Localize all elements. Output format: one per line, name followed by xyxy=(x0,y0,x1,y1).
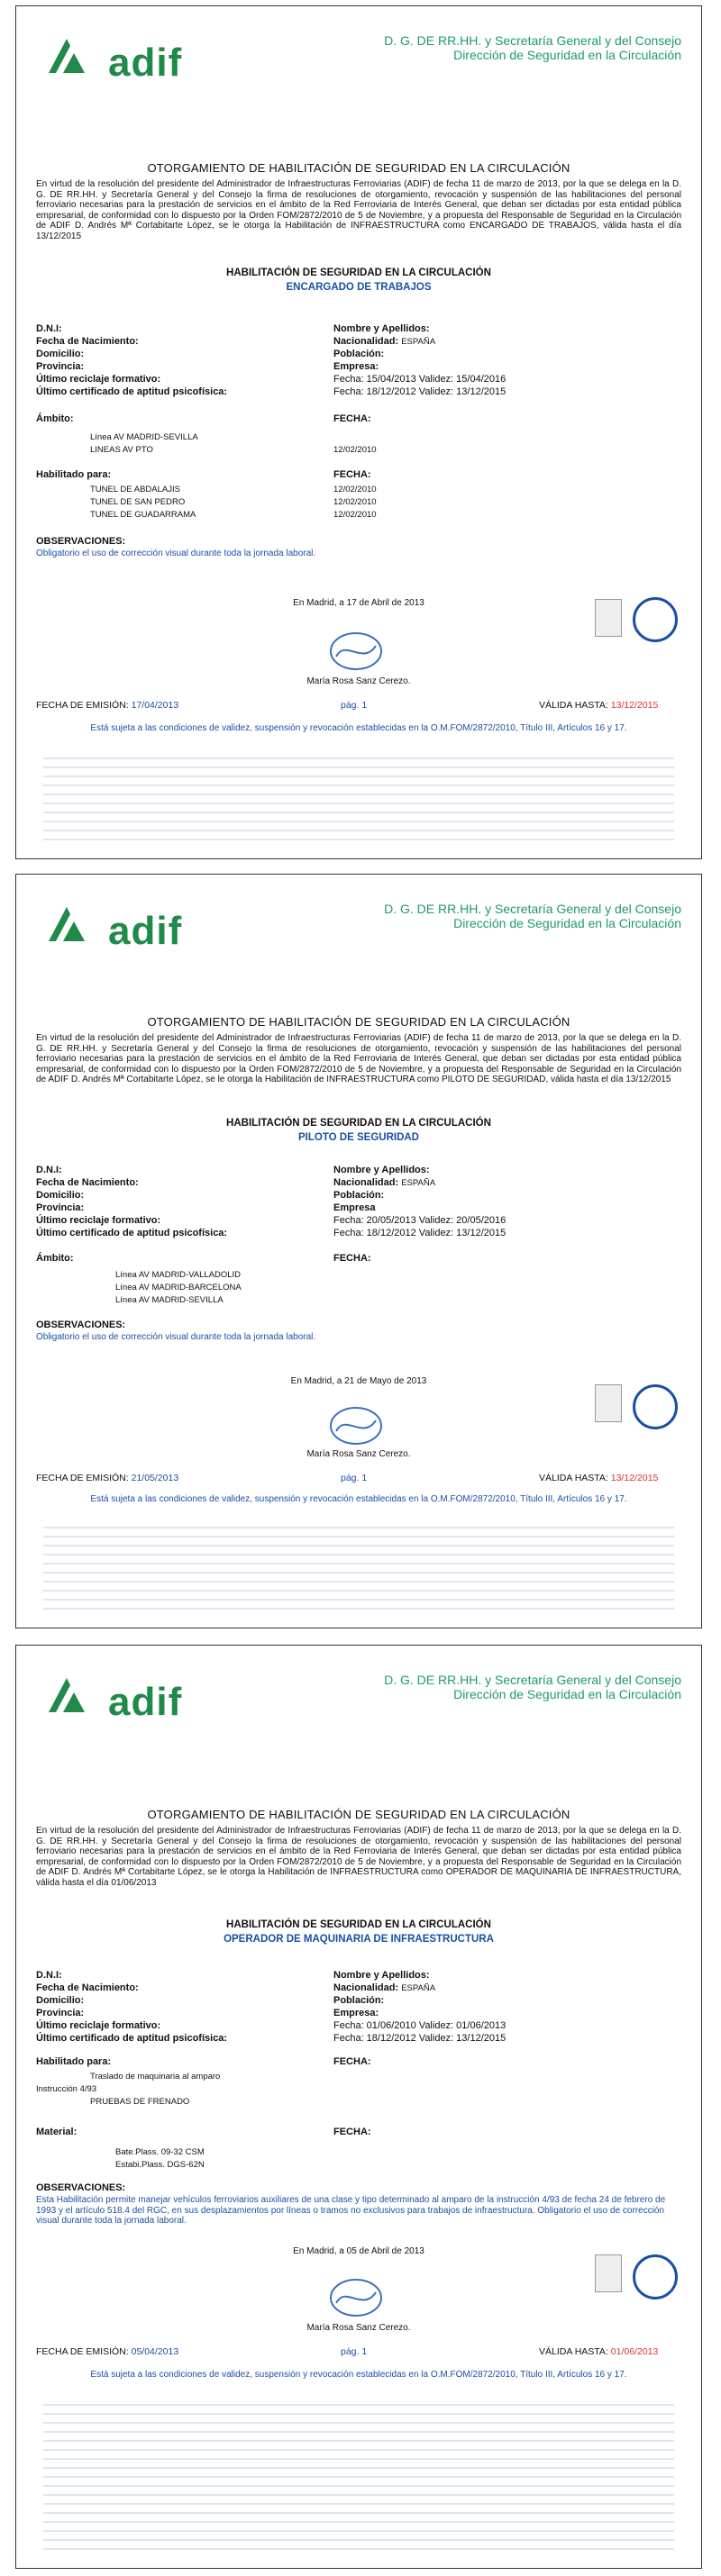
city-label: Población: xyxy=(333,1995,385,2006)
page-number: pág. 1 xyxy=(341,2346,368,2357)
enabled-for-label: Habilitado para: xyxy=(36,2056,112,2067)
habilitation-title: HABILITACIÓN DE SEGURIDAD EN LA CIRCULACIÓN xyxy=(226,268,491,278)
enabled-item: TUNEL DE GUADARRAMA xyxy=(90,510,196,520)
adif-logo-text: adif xyxy=(108,1680,183,1724)
resolution-paragraph: En virtud de la resolución del presidente del Administrador de Infraestructuras Ferroviarias (ADIF) de fecha 11 de marzo de 2013, por la que se delega en la D. G. DE RR.HH. y Secretaría General y del Consejo la firma de resoluciones de otorgamiento, revocación y suspensión de las habilitaciones del personal ferroviario necesarias para la prestación de servicios en el ámbito de la Red Ferroviaria de Interés General, que deban ser dictadas por esta entidad pública empresarial, de conformidad con lo dispuesto por la Orden FOM/2872/2010 de 5 de Noviembre, y a propuesta del Responsable de Seguridad en la Circulación de ADIF D. Andrés Mª Cortabitarte López, se le otorga la Habilitación de INFRAESTRUCTURA como PILOTO DE SEGURIDAD, válida hasta el día 13/12/2015 xyxy=(36,1033,681,1084)
observations-text: Obligatorio el uso de corrección visual durante toda la jornada laboral. xyxy=(36,1332,316,1342)
department-header xyxy=(384,33,681,62)
scope-date: 12/02/2010 xyxy=(333,445,377,455)
department-header xyxy=(384,1673,681,1701)
valid-until-value: 01/06/2013 xyxy=(610,2346,659,2357)
city-label: Población: xyxy=(333,1190,385,1201)
place-date: En Madrid, a 21 de Mayo de 2013 xyxy=(290,1376,427,1386)
valid-until-value: 13/12/2015 xyxy=(610,1473,659,1483)
dg-line-2: Dirección de Seguridad en la Circulación xyxy=(453,1687,681,1701)
training-label: Último reciclaje formativo: xyxy=(36,374,161,385)
issue-date-label: FECHA DE EMISIÓN: xyxy=(36,700,129,711)
enabled-item: PRUEBAS DE FRENADO xyxy=(90,2097,190,2107)
dg-line-2: Dirección de Seguridad en la Circulación xyxy=(453,48,681,62)
name-label: Nombre y Apellidos: xyxy=(333,323,430,334)
nationality-value: ESPAÑA xyxy=(401,337,436,347)
material-label: Material: xyxy=(36,2127,78,2137)
address-label: Domicilio: xyxy=(36,1190,85,1201)
training-value: Fecha: 01/06/2010 Validez: 01/06/2013 xyxy=(333,2020,507,2031)
seal-icon xyxy=(327,2276,385,2319)
training-label: Último reciclaje formativo: xyxy=(36,1215,161,1226)
adif-logo xyxy=(43,1673,224,1727)
validity-note: Está sujeta a las condiciones de validez, suspensión y revocación establecidas en la O.M.FOM/2872/2010, Título III, Artículos 16 y 17. xyxy=(90,723,627,733)
certificate-value: Fecha: 18/12/2012 Validez: 13/12/2015 xyxy=(333,386,507,397)
birth-date-label: Fecha de Nacimiento: xyxy=(36,1177,139,1188)
nationality-row xyxy=(333,1177,435,1189)
certificate-card-2 xyxy=(15,874,702,1628)
valid-until-label: VÁLIDA HASTA: xyxy=(539,1473,608,1483)
company-label: Empresa: xyxy=(333,361,379,372)
nationality-label: Nacionalidad: xyxy=(333,1982,399,1993)
certification-er-icon xyxy=(595,599,622,637)
seal-icon xyxy=(327,630,385,673)
scope-item: Línea AV MADRID-SEVILLA xyxy=(115,1295,224,1305)
address-label: Domicilio: xyxy=(36,349,85,359)
page-number: pág. 1 xyxy=(341,700,368,711)
certificate-value: Fecha: 18/12/2012 Validez: 13/12/2015 xyxy=(333,1228,507,1238)
company-label: Empresa xyxy=(333,1202,376,1213)
adif-logo-icon xyxy=(43,33,90,80)
valid-until-label: VÁLIDA HASTA: xyxy=(539,700,608,711)
issue-date-value: 17/04/2013 xyxy=(131,700,179,711)
valid-until-row xyxy=(539,1473,658,1484)
signatory-name: María Rosa Sanz Cerezo. xyxy=(306,1449,411,1459)
resolution-paragraph: En virtud de la resolución del presidente del Administrador de Infraestructuras Ferroviarias (ADIF) de fecha 11 de marzo de 2013, por la que se delega en la D. G. DE RR.HH. y Secretaría General y del Consejo la firma de resoluciones de otorgamiento, revocación y suspensión de las habilitaciones del personal ferroviario necesarias para la prestación de servicios en el ámbito de la Red Ferroviaria de Interés General, que deban ser dictadas por esta entidad pública empresarial, de conformidad con lo dispuesto por la Orden FOM/2872/2010 de 5 de Noviembre, y a propuesta del Responsable de Seguridad en la Circulación de ADIF D. Andrés Mª Cortabitarte López, se le otorga la Habilitación de INFRAESTRUCTURA como ENCARGADO DE TRABAJOS, válida hasta el día 13/12/2015 xyxy=(36,179,681,241)
certificate-card-1 xyxy=(15,5,702,859)
nationality-row xyxy=(333,336,435,348)
adif-logo-text: adif xyxy=(108,41,183,85)
name-label: Nombre y Apellidos: xyxy=(333,1165,430,1175)
training-value: Fecha: 15/04/2013 Validez: 15/04/2016 xyxy=(333,374,507,385)
dni-label: D.N.I: xyxy=(36,1165,62,1175)
dg-line-1: D. G. DE RR.HH. y Secretaría General y del Consejo xyxy=(384,1673,681,1687)
page-title: OTORGAMIENTO DE HABILITACIÓN DE SEGURIDAD EN LA CIRCULACIÓN xyxy=(147,1808,570,1821)
certification-er-icon xyxy=(595,1384,622,1422)
faded-legal-text xyxy=(43,2397,674,2550)
valid-until-value: 13/12/2015 xyxy=(610,700,659,711)
issue-date-label: FECHA DE EMISIÓN: xyxy=(36,1473,129,1483)
seal-icon xyxy=(327,1404,385,1447)
dg-line-1: D. G. DE RR.HH. y Secretaría General y del Consejo xyxy=(384,33,681,48)
issue-date-label: FECHA DE EMISIÓN: xyxy=(36,2346,129,2357)
adif-logo-icon xyxy=(43,1673,90,1719)
certification-er-icon xyxy=(595,2254,622,2292)
place-date: En Madrid, a 17 de Abril de 2013 xyxy=(293,598,424,608)
scope-item: LINEAS AV PTO xyxy=(90,445,153,455)
dni-label: D.N.I: xyxy=(36,323,62,334)
signatory-name: María Rosa Sanz Cerezo. xyxy=(306,2323,411,2333)
dni-label: D.N.I: xyxy=(36,1970,62,1981)
certificate-label: Último certificado de aptitud psicofísica: xyxy=(36,1228,228,1238)
training-label: Último reciclaje formativo: xyxy=(36,2020,161,2031)
observations-text: Esta Habilitación permite manejar vehículos ferroviarios auxiliares de una clase y tipo determinado al amparo de la instrucción 4/93 de fecha 24 de febrero de 1993 y el artículo 518.4 del RGC, en sus desplazamientos por líneas o tramos no exclusivos para trabajos de infraestructura. Obligatorio el uso de corrección visual durante toda la jornada laboral. xyxy=(36,2195,666,2226)
scope-date-label: FECHA: xyxy=(333,413,371,424)
nationality-label: Nacionalidad: xyxy=(333,1177,399,1188)
adif-logo-text: adif xyxy=(108,909,183,953)
issue-date-row xyxy=(36,2346,178,2358)
department-header xyxy=(384,902,681,930)
enabled-date: 12/02/2010 xyxy=(333,497,377,507)
scope-item: Línea AV MADRID-BARCELONA xyxy=(115,1283,242,1293)
page-title: OTORGAMIENTO DE HABILITACIÓN DE SEGURIDAD EN LA CIRCULACIÓN xyxy=(147,161,570,175)
adif-logo-icon xyxy=(43,902,90,948)
certificate-card-3 xyxy=(15,1645,702,2569)
resolution-paragraph: En virtud de la resolución del presidente del Administrador de Infraestructuras Ferroviarias (ADIF) de fecha 11 de marzo de 2013, por la que se delega en la D. G. DE RR.HH. y Secretaría General y del Consejo la firma de resoluciones de otorgamiento, revocación y suspensión de las habilitaciones del personal ferroviario necesarias para la prestación de servicios en el ámbito de la Red Ferroviaria de Interés General, que deban ser dictadas por esta entidad pública empresarial, de conformidad con lo dispuesto por la Orden FOM/2872/2010 de 5 de Noviembre, y a propuesta del Responsable de Seguridad en la Circulación de ADIF D. Andrés Mª Cortabitarte López, se le otorga la Habilitación de INFRAESTRUCTURA como OPERADOR DE MAQUINARIA DE INFRAESTRUCTURA, válida hasta el día 01/06/2013 xyxy=(36,1826,681,1888)
issue-date-value: 21/05/2013 xyxy=(131,1473,179,1483)
nationality-value: ESPAÑA xyxy=(401,1178,436,1188)
province-label: Provincia: xyxy=(36,361,85,372)
scope-label: Ámbito: xyxy=(36,413,74,424)
valid-until-row xyxy=(539,2346,658,2358)
observations-text: Obligatorio el uso de corrección visual durante toda la jornada laboral. xyxy=(36,549,316,558)
nationality-value: ESPAÑA xyxy=(401,1983,436,1993)
place-date: En Madrid, a 05 de Abril de 2013 xyxy=(293,2246,424,2256)
observations-label: OBSERVACIONES: xyxy=(36,1320,126,1330)
habilitation-subtitle: OPERADOR DE MAQUINARIA DE INFRAESTRUCTURA xyxy=(224,1934,494,1945)
issue-date-row xyxy=(36,1473,178,1484)
validity-note: Está sujeta a las condiciones de validez, suspensión y revocación establecidas en la O.M.FOM/2872/2010, Título III, Artículos 16 y 17. xyxy=(90,2370,627,2380)
valid-until-row xyxy=(539,700,658,712)
certificate-label: Último certificado de aptitud psicofísica: xyxy=(36,2033,228,2044)
habilitation-subtitle: PILOTO DE SEGURIDAD xyxy=(298,1132,419,1143)
enabled-item: Traslado de maquinaria al amparo xyxy=(90,2072,221,2082)
enabled-date: 12/02/2010 xyxy=(333,485,377,494)
enabled-date-label: FECHA: xyxy=(333,469,371,480)
page-number: pág. 1 xyxy=(341,1473,368,1483)
province-label: Provincia: xyxy=(36,2008,85,2018)
training-value: Fecha: 20/05/2013 Validez: 20/05/2016 xyxy=(333,1215,507,1226)
scope-label: Ámbito: xyxy=(36,1253,74,1264)
habilitation-subtitle: ENCARGADO DE TRABAJOS xyxy=(286,282,432,293)
enabled-date: 12/02/2010 xyxy=(333,510,377,520)
material-item: Estabi.Plass. DGS-62N xyxy=(115,2160,205,2170)
name-label: Nombre y Apellidos: xyxy=(333,1970,430,1981)
scope-item: Línea AV MADRID-SEVILLA xyxy=(90,432,198,442)
page-title: OTORGAMIENTO DE HABILITACIÓN DE SEGURIDAD EN LA CIRCULACIÓN xyxy=(147,1015,570,1029)
adif-logo xyxy=(43,902,224,956)
enabled-item: Instrucción 4/93 xyxy=(36,2084,97,2094)
city-label: Población: xyxy=(333,349,385,359)
company-label: Empresa: xyxy=(333,2008,379,2018)
validity-note: Está sujeta a las condiciones de validez, suspensión y revocación establecidas en la O.M.FOM/2872/2010, Título III, Artículos 16 y 17. xyxy=(90,1494,627,1504)
scope-item: Línea AV MADRID-VALLADOLID xyxy=(115,1270,242,1280)
enabled-date-label: FECHA: xyxy=(333,2056,371,2067)
dg-line-2: Dirección de Seguridad en la Circulación xyxy=(453,916,681,930)
faded-legal-text xyxy=(43,750,674,840)
certificate-value: Fecha: 18/12/2012 Validez: 13/12/2015 xyxy=(333,2033,507,2044)
faded-legal-text xyxy=(43,1519,674,1610)
certificate-label: Último certificado de aptitud psicofísica: xyxy=(36,386,228,397)
enabled-for-label: Habilitado para: xyxy=(36,469,112,480)
material-date-label: FECHA: xyxy=(333,2127,371,2137)
issue-date-value: 05/04/2013 xyxy=(131,2346,179,2357)
material-item: Bate.Plass. 09-32 CSM xyxy=(115,2147,205,2157)
observations-label: OBSERVACIONES: xyxy=(36,2182,126,2193)
nationality-row xyxy=(333,1982,435,1994)
certification-iqnet-icon xyxy=(633,1384,678,1429)
enabled-item: TUNEL DE SAN PEDRO xyxy=(90,497,186,507)
birth-date-label: Fecha de Nacimiento: xyxy=(36,1982,139,1993)
valid-until-label: VÁLIDA HASTA: xyxy=(539,2346,608,2357)
certification-iqnet-icon xyxy=(633,2254,678,2299)
enabled-item: TUNEL DE ABDALAJIS xyxy=(90,485,180,494)
habilitation-title: HABILITACIÓN DE SEGURIDAD EN LA CIRCULACIÓN xyxy=(226,1118,491,1129)
adif-logo xyxy=(43,33,224,87)
province-label: Provincia: xyxy=(36,1202,85,1213)
birth-date-label: Fecha de Nacimiento: xyxy=(36,336,139,347)
scope-date-label: FECHA: xyxy=(333,1253,371,1264)
certification-iqnet-icon xyxy=(633,597,678,642)
dg-line-1: D. G. DE RR.HH. y Secretaría General y del Consejo xyxy=(384,902,681,916)
address-label: Domicilio: xyxy=(36,1995,85,2006)
nationality-label: Nacionalidad: xyxy=(333,336,399,347)
observations-label: OBSERVACIONES: xyxy=(36,536,126,547)
signatory-name: María Rosa Sanz Cerezo. xyxy=(306,676,411,686)
habilitation-title: HABILITACIÓN DE SEGURIDAD EN LA CIRCULACIÓN xyxy=(226,1919,491,1930)
issue-date-row xyxy=(36,700,178,712)
